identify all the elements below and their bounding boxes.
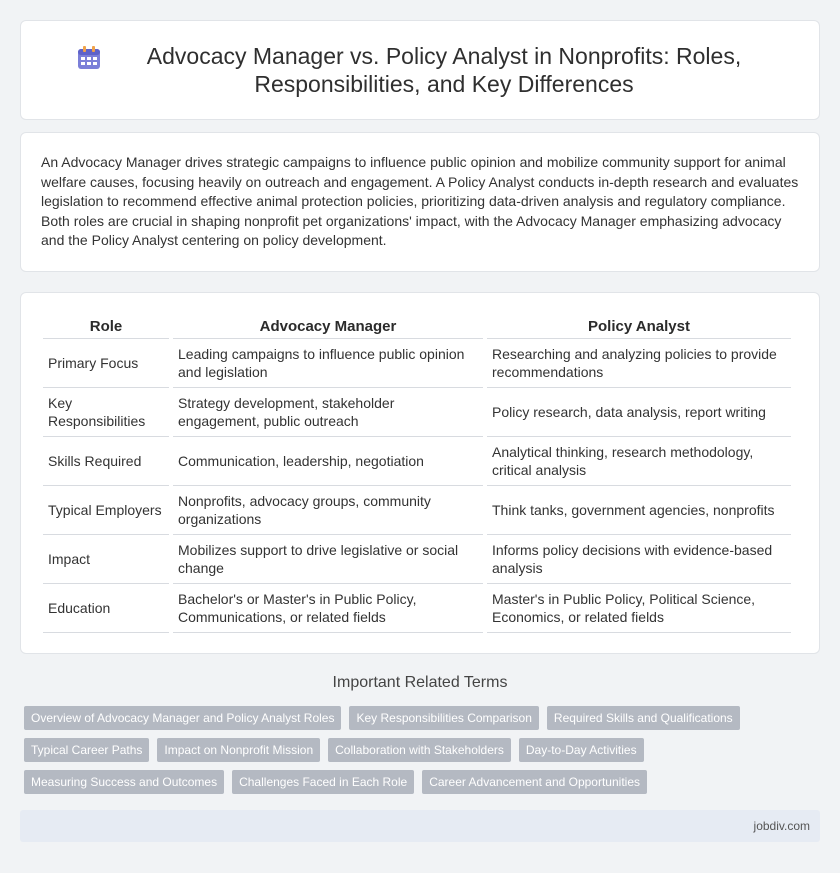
advocacy-manager-cell: Communication, leadership, negotiation [173, 437, 483, 486]
row-label: Education [43, 584, 169, 633]
table-row [43, 437, 791, 486]
table-row [43, 486, 791, 535]
intro-text: An Advocacy Manager drives strategic campaigns to influence public opinion and mobilize community support for animal welfare causes, focusing heavily on outreach and engagement. A Policy Analyst conducts in-depth research and evaluates legislation to recommend effective animal protection policies, prioritizing data-driven analysis and regulatory compliance. Both roles are crucial in shaping nonprofit pet organizations' impact, with the Advocacy Manager emphasizing advocacy and the Policy Analyst centering on policy development. [41, 154, 799, 248]
related-term-tag[interactable]: Career Advancement and Opportunities [422, 770, 647, 794]
related-terms-tags [24, 706, 824, 802]
row-label: Primary Focus [43, 339, 169, 388]
related-term-tag[interactable]: Collaboration with Stakeholders [328, 738, 511, 762]
advocacy-manager-cell: Strategy development, stakeholder engagement, public outreach [173, 388, 483, 437]
related-term-tag[interactable]: Typical Career Paths [24, 738, 149, 762]
header-card [20, 20, 820, 120]
related-term-tag[interactable]: Impact on Nonprofit Mission [157, 738, 320, 762]
row-label: Key Responsibilities [43, 388, 169, 437]
advocacy-manager-cell: Nonprofits, advocacy groups, community organizations [173, 486, 483, 535]
column-header-advocacy-manager: Advocacy Manager [173, 311, 483, 339]
related-term-tag[interactable]: Overview of Advocacy Manager and Policy Analyst Roles [24, 706, 341, 730]
related-term-tag[interactable]: Key Responsibilities Comparison [349, 706, 538, 730]
calendar-icon [76, 45, 102, 71]
table-row [43, 388, 791, 437]
row-label: Impact [43, 535, 169, 584]
table-header-row [43, 311, 791, 339]
policy-analyst-cell: Policy research, data analysis, report writing [487, 388, 791, 437]
column-header-policy-analyst: Policy Analyst [487, 311, 791, 339]
related-term-tag[interactable]: Challenges Faced in Each Role [232, 770, 414, 794]
tag-row [24, 706, 824, 730]
advocacy-manager-cell: Bachelor's or Master's in Public Policy, Communications, or related fields [173, 584, 483, 633]
tag-row [24, 738, 824, 762]
row-label: Typical Employers [43, 486, 169, 535]
related-term-tag[interactable]: Measuring Success and Outcomes [24, 770, 224, 794]
policy-analyst-cell: Master's in Public Policy, Political Science, Economics, or related fields [487, 584, 791, 633]
row-label: Skills Required [43, 437, 169, 486]
comparison-table [39, 311, 795, 633]
footer-site-link[interactable]: jobdiv.com [753, 819, 810, 833]
advocacy-manager-cell: Mobilizes support to drive legislative or social change [173, 535, 483, 584]
advocacy-manager-cell: Leading campaigns to influence public opinion and legislation [173, 339, 483, 388]
table-row [43, 535, 791, 584]
table-row [43, 584, 791, 633]
page-title: Advocacy Manager vs. Policy Analyst in Nonprofits: Roles, Responsibilities, and Key Differences [146, 43, 742, 97]
footer [20, 810, 820, 842]
related-term-tag[interactable]: Required Skills and Qualifications [547, 706, 740, 730]
related-term-tag[interactable]: Day-to-Day Activities [519, 738, 644, 762]
related-terms-heading: Important Related Terms [332, 674, 508, 691]
policy-analyst-cell: Researching and analyzing policies to provide recommendations [487, 339, 791, 388]
policy-analyst-cell: Informs policy decisions with evidence-based analysis [487, 535, 791, 584]
column-header-role: Role [43, 311, 169, 339]
policy-analyst-cell: Analytical thinking, research methodology, critical analysis [487, 437, 791, 486]
tag-row [24, 770, 824, 794]
policy-analyst-cell: Think tanks, government agencies, nonprofits [487, 486, 791, 535]
table-row [43, 339, 791, 388]
comparison-table-card [20, 292, 820, 654]
intro-card [20, 132, 820, 272]
